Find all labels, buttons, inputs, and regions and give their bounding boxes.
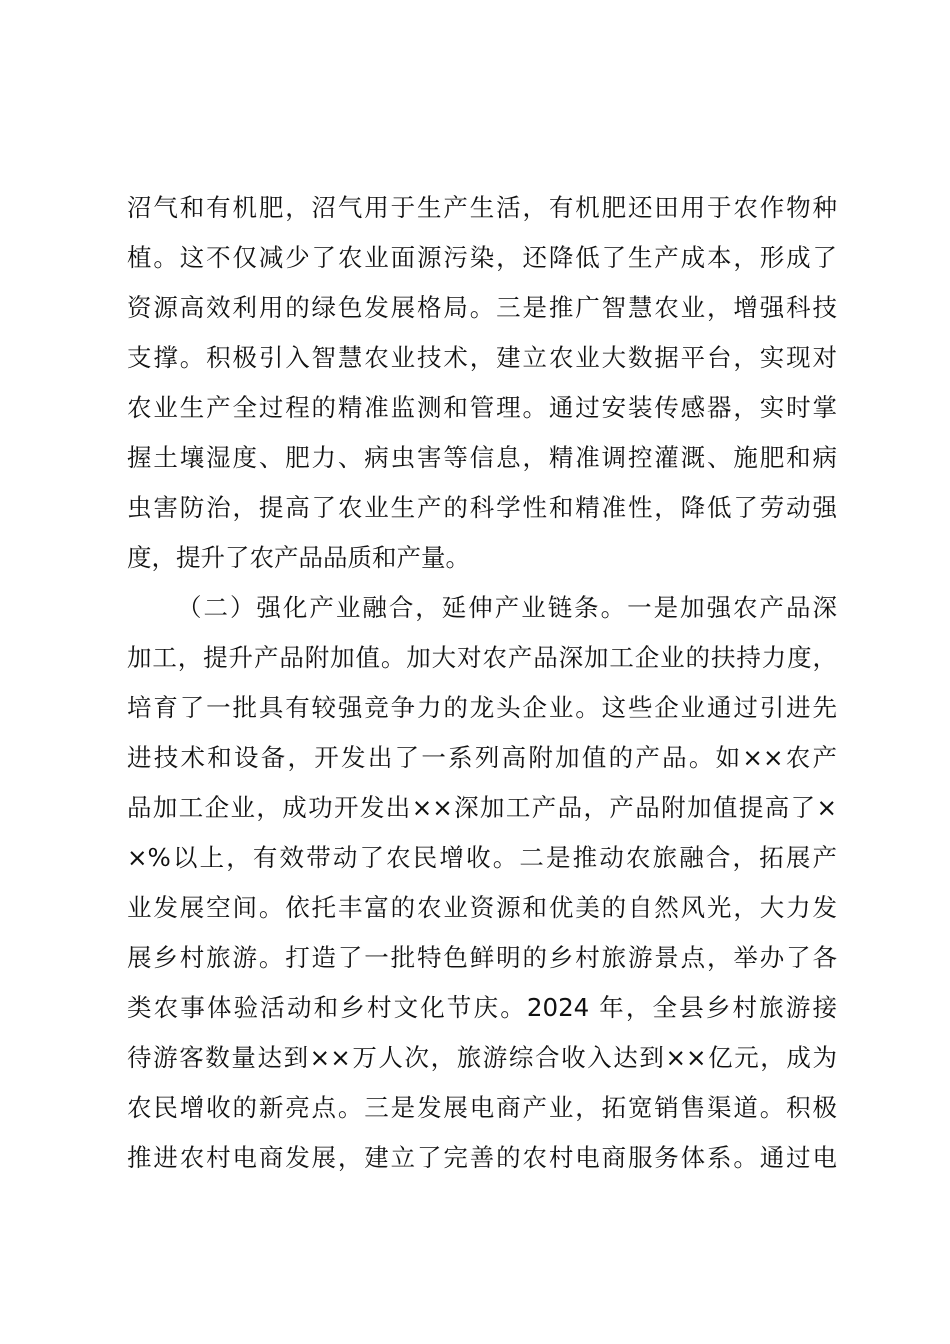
text-line: 握土壤湿度、肥力、病虫害等信息，精准调控灌溉、施肥和病 (127, 443, 837, 472)
text-line: 类农事体验活动和乡村文化节庆。2024 年，全县乡村旅游接 (127, 993, 837, 1022)
text-line: 支撑。积极引入智慧农业技术，建立农业大数据平台，实现对 (127, 343, 837, 372)
text-line: 植。这不仅减少了农业面源污染，还降低了生产成本，形成了 (127, 243, 837, 272)
body-text (127, 183, 837, 1183)
text-line: 度，提升了农产品品质和产量。 (127, 543, 470, 572)
text-line: 业发展空间。依托丰富的农业资源和优美的自然风光，大力发 (127, 893, 837, 922)
text-line: ×%以上，有效带动了农民增收。二是推动农旅融合，拓展产 (127, 843, 837, 872)
text-line: 资源高效利用的绿色发展格局。三是推广智慧农业，增强科技 (127, 293, 837, 322)
text-line: 品加工企业，成功开发出××深加工产品，产品附加值提高了× (127, 793, 837, 822)
text-line: 虫害防治，提高了农业生产的科学性和精准性，降低了劳动强 (127, 493, 837, 522)
section-heading-line: （二）强化产业融合，延伸产业链条。一是加强农产品深 (177, 593, 837, 622)
text-line: 推进农村电商发展，建立了完善的农村电商服务体系。通过电 (127, 1143, 837, 1172)
text-line: 待游客数量达到××万人次，旅游综合收入达到××亿元，成为 (127, 1043, 837, 1072)
text-line: 农业生产全过程的精准监测和管理。通过安装传感器，实时掌 (127, 393, 837, 422)
text-line: 加工，提升产品附加值。加大对农产品深加工企业的扶持力度， (127, 643, 837, 672)
text-line: 进技术和设备，开发出了一系列高附加值的产品。如××农产 (127, 743, 837, 772)
text-line: 培育了一批具有较强竞争力的龙头企业。这些企业通过引进先 (127, 693, 837, 722)
text-line: 沼气和有机肥，沼气用于生产生活，有机肥还田用于农作物种 (127, 193, 837, 222)
text-line: 农民增收的新亮点。三是发展电商产业，拓宽销售渠道。积极 (127, 1093, 837, 1122)
text-line: 展乡村旅游。打造了一批特色鲜明的乡村旅游景点，举办了各 (127, 943, 837, 972)
